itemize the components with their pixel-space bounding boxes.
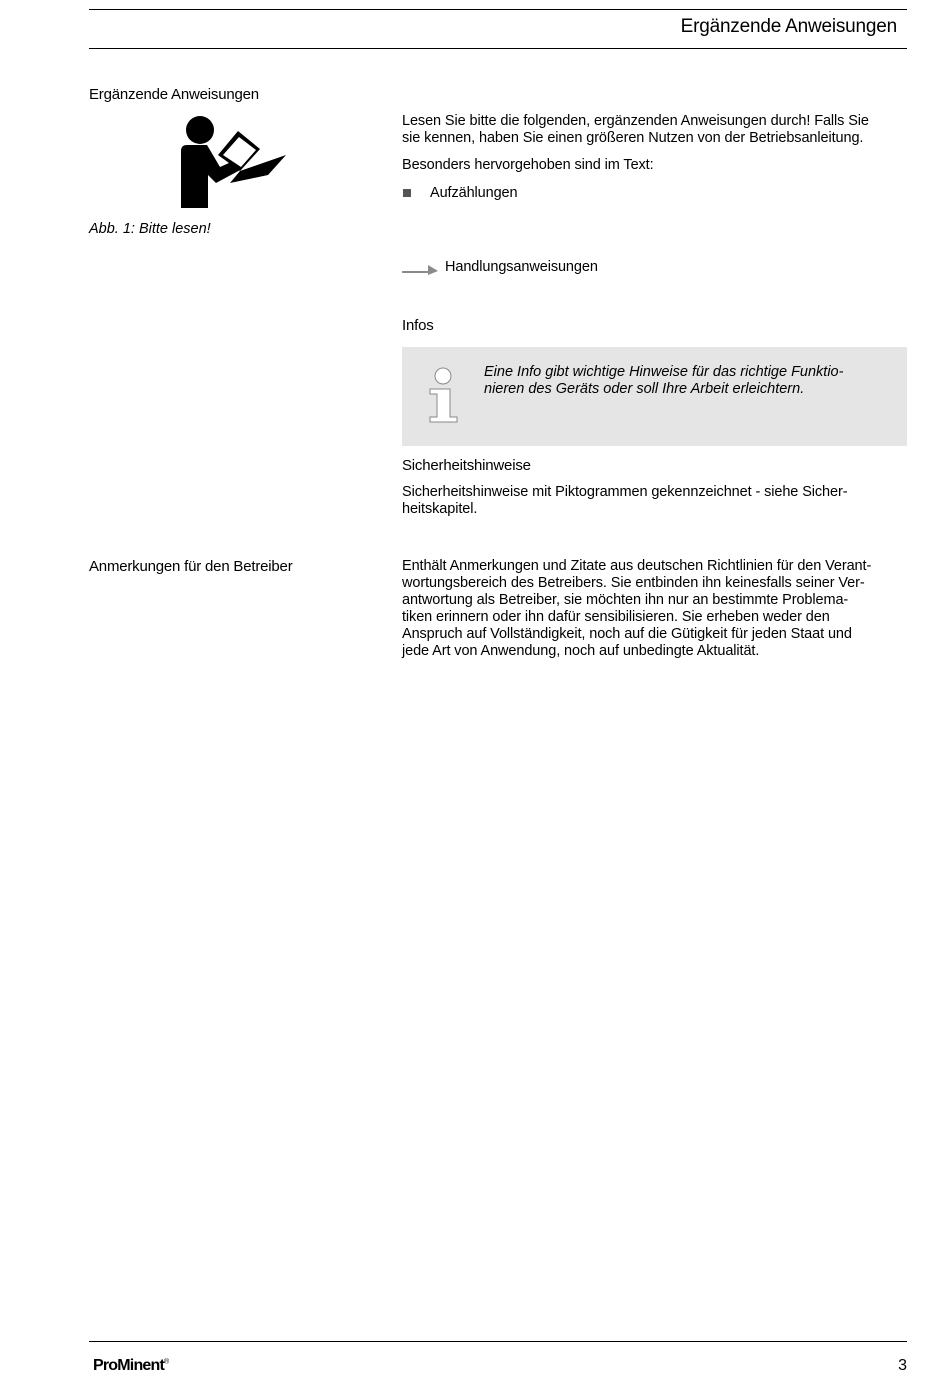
operator-line-3: antwortung als Betreiber, sie möchten ihn nur an bestimmte Problema- bbox=[402, 592, 849, 608]
reading-person-icon bbox=[178, 115, 288, 210]
bullet-item-enumerations: Aufzählungen bbox=[430, 185, 518, 201]
logo-registered-mark: ® bbox=[164, 1358, 169, 1366]
highlight-label: Besonders hervorgehoben sind im Text: bbox=[402, 157, 654, 173]
section-heading-supplementary: Ergänzende Anweisungen bbox=[89, 86, 259, 103]
operator-line-6: jede Art von Anwendung, noch auf unbedingte Aktualität. bbox=[402, 643, 760, 659]
section-heading-infos: Infos bbox=[402, 317, 434, 334]
info-box bbox=[402, 347, 907, 446]
page-header-title: Ergänzende Anweisungen bbox=[680, 16, 897, 37]
arrow-action-icon bbox=[401, 262, 439, 278]
logo-text: ProMinent bbox=[93, 1357, 165, 1374]
header-bottom-rule bbox=[89, 48, 907, 49]
intro-line-1: Lesen Sie bitte die folgenden, ergänzenden Anweisungen durch! Falls Sie bbox=[402, 113, 869, 129]
footer-rule bbox=[89, 1341, 907, 1342]
intro-line-2: sie kennen, haben Sie einen größeren Nutzen von der Betriebsanleitung. bbox=[402, 130, 864, 146]
operator-line-5: Anspruch auf Vollständigkeit, noch auf die Gütigkeit für jeden Staat und bbox=[402, 626, 852, 642]
page-number: 3 bbox=[898, 1357, 907, 1374]
figure-caption: Abb. 1: Bitte lesen! bbox=[89, 221, 211, 237]
operator-line-4: tiken erinnern oder ihn dafür sensibilisieren. Sie erheben weder den bbox=[402, 609, 830, 625]
square-bullet-icon bbox=[403, 189, 411, 197]
header-top-rule bbox=[89, 9, 907, 10]
info-text-line-1: Eine Info gibt wichtige Hinweise für das richtige Funktio- bbox=[484, 364, 844, 380]
info-icon bbox=[426, 365, 462, 425]
operator-line-1: Enthält Anmerkungen und Zitate aus deutschen Richtlinien für den Verant- bbox=[402, 558, 872, 574]
section-heading-operator: Anmerkungen für den Betreiber bbox=[89, 558, 293, 575]
section-heading-safety: Sicherheitshinweise bbox=[402, 457, 531, 474]
safety-line-1: Sicherheitshinweise mit Piktogrammen gekennzeichnet - siehe Sicher- bbox=[402, 484, 848, 500]
safety-line-2: heitskapitel. bbox=[402, 501, 478, 517]
arrow-item-instructions: Handlungsanweisungen bbox=[445, 259, 598, 275]
prominent-logo bbox=[93, 1357, 168, 1375]
info-text-line-2: nieren des Geräts oder soll Ihre Arbeit erleichtern. bbox=[484, 381, 805, 397]
operator-line-2: wortungsbereich des Betreibers. Sie entbinden ihn keinesfalls seiner Ver- bbox=[402, 575, 865, 591]
